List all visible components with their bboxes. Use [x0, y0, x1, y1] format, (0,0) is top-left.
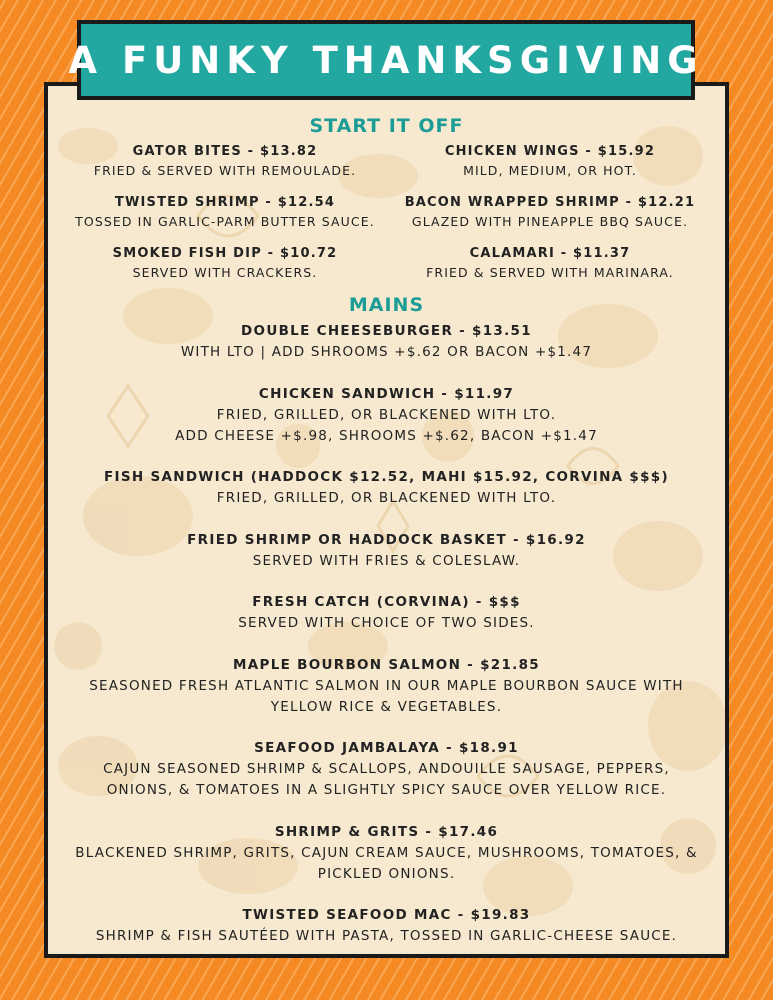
main-item-name: DOUBLE CHEESEBURGER - $13.51 [241, 323, 532, 339]
main-item-description: FRIED, GRILLED, OR BLACKENED WITH LTO. [216, 490, 557, 506]
main-item-name: TWISTED SEAFOOD MAC - $19.83 [242, 907, 531, 923]
main-item-description: YELLOW RICE & VEGETABLES. [270, 699, 503, 715]
main-item [50, 384, 723, 447]
starter-description: FRIED & SERVED WITH MARINARA. [426, 265, 674, 280]
main-item-description: PICKLED ONIONS. [317, 866, 456, 882]
main-item [50, 467, 723, 509]
main-item [50, 655, 723, 718]
main-item-name: FRIED SHRIMP OR HADDOCK BASKET - $16.92 [187, 532, 586, 548]
main-item-description: SEASONED FRESH ATLANTIC SALMON IN OUR MAPLE BOURBON SAUCE WITH [89, 678, 684, 694]
starter-description: GLAZED WITH PINEAPPLE BBQ SAUCE. [411, 214, 689, 229]
main-item-description: BLACKENED SHRIMP, GRITS, CAJUN CREAM SAUCE, MUSHROOMS, TOMATOES, & [75, 845, 698, 861]
main-item-name: FRESH CATCH (CORVINA) - $$$ [252, 594, 521, 610]
starter-description: FRIED & SERVED WITH REMOULADE. [93, 163, 357, 178]
main-item [50, 822, 723, 885]
main-item [50, 530, 723, 572]
main-item-description: SERVED WITH CHOICE OF TWO SIDES. [238, 615, 535, 631]
main-item-name: SEAFOOD JAMBALAYA - $18.91 [254, 740, 519, 756]
starter-description: TOSSED IN GARLIC-PARM BUTTER SAUCE. [75, 214, 375, 229]
menu-title: A FUNKY THANKSGIVING [68, 38, 704, 82]
main-item-name: SHRIMP & GRITS - $17.46 [274, 824, 499, 840]
starter-description: SERVED WITH CRACKERS. [132, 265, 318, 280]
starter-item [385, 143, 715, 180]
section-heading-mains: MAINS [348, 294, 425, 316]
main-item-description: CAJUN SEASONED SHRIMP & SCALLOPS, ANDOUILLE SAUSAGE, PEPPERS, [103, 761, 670, 777]
starter-name: GATOR BITES - $13.82 [132, 144, 318, 159]
main-item [50, 592, 723, 634]
main-item-name: FISH SANDWICH (HADDOCK $12.52, MAHI $15.92, CORVINA $$$) [104, 469, 669, 485]
starter-name: CHICKEN WINGS - $15.92 [444, 144, 656, 159]
section-heading-starters: START IT OFF [309, 115, 464, 137]
starter-item [60, 143, 390, 180]
main-item-description: SERVED WITH FRIES & COLESLAW. [252, 553, 521, 569]
main-item [50, 905, 723, 947]
title-banner [68, 20, 704, 100]
main-item-description: ONIONS, & TOMATOES IN A SLIGHTLY SPICY SAUCE OVER YELLOW RICE. [106, 782, 667, 798]
starter-name: CALAMARI - $11.37 [469, 246, 631, 261]
main-item-name: MAPLE BOURBON SALMON - $21.85 [233, 657, 540, 673]
starter-name: TWISTED SHRIMP - $12.54 [114, 195, 336, 210]
starter-name: SMOKED FISH DIP - $10.72 [112, 246, 338, 261]
starter-item [385, 194, 715, 231]
starter-item [60, 245, 390, 282]
starter-description: MILD, MEDIUM, OR HOT. [463, 163, 637, 178]
starter-item [385, 245, 715, 282]
main-item [50, 738, 723, 801]
main-item [50, 321, 723, 363]
starter-item [60, 194, 390, 231]
main-item-description: ADD CHEESE +$.98, SHROOMS +$.62, BACON +$1.47 [175, 428, 598, 444]
main-item-description: SHRIMP & FISH SAUTÉED WITH PASTA, TOSSED IN GARLIC-CHEESE SAUCE. [95, 928, 678, 944]
main-item-description: FRIED, GRILLED, OR BLACKENED WITH LTO. [216, 407, 557, 423]
starter-name: BACON WRAPPED SHRIMP - $12.21 [404, 195, 696, 210]
main-item-description: WITH LTO | ADD SHROOMS +$.62 OR BACON +$1.47 [180, 344, 593, 360]
main-item-name: CHICKEN SANDWICH - $11.97 [258, 386, 515, 402]
